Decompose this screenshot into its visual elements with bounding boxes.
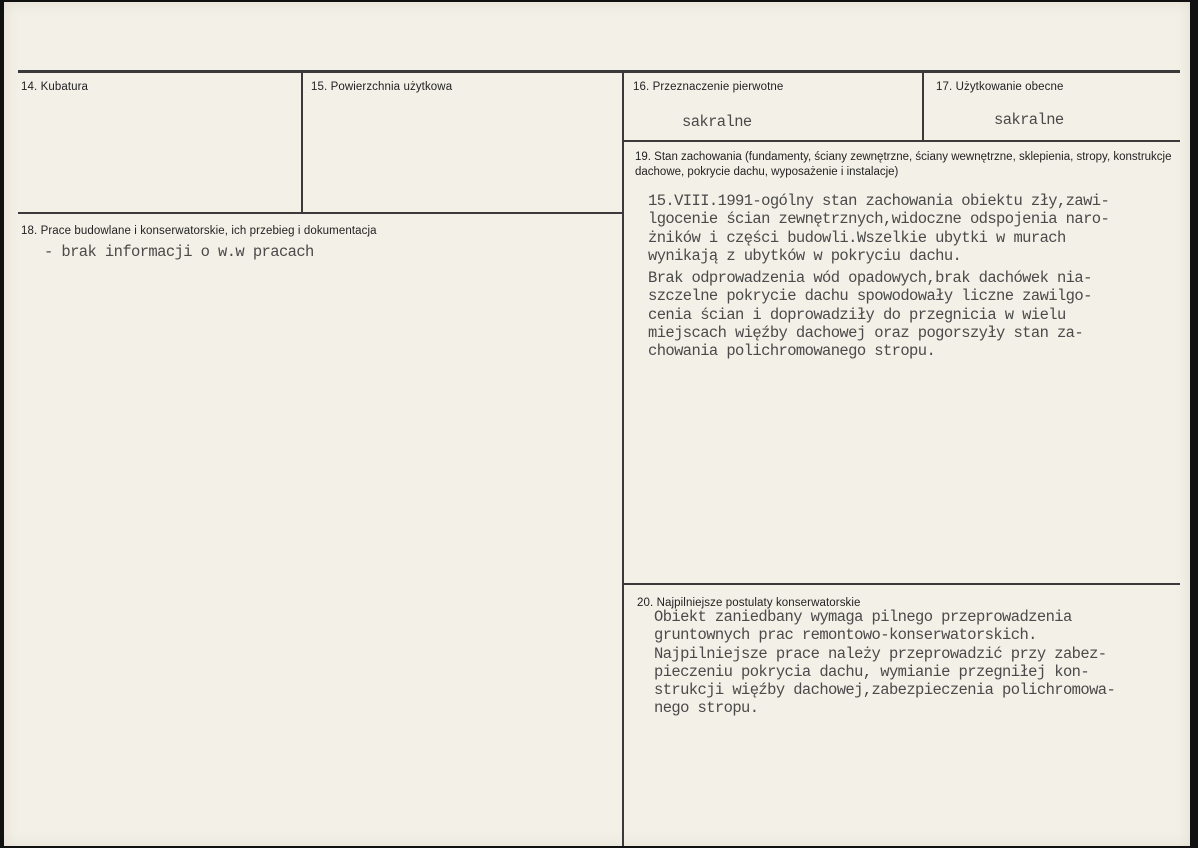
stan-line: chowania polichromowanego stropu.	[648, 342, 936, 361]
postulaty-label: 20. Najpilniejsze postulaty konserwatorskie	[637, 597, 861, 609]
main-divider	[622, 72, 624, 846]
uzytkowanie-value: sakralne	[994, 111, 1064, 129]
postulaty-line: gruntownych prac remontowo-konserwatorskich.	[654, 626, 1037, 645]
divider-16-17	[922, 72, 924, 141]
przeznaczenie-label: 16. Przeznaczenie pierwotne	[633, 81, 784, 93]
powierzchnia-label: 15. Powierzchnia użytkowa	[311, 81, 453, 93]
stan-line: miejscach więźby dachowej oraz pogorszyły stan za-	[648, 324, 1084, 343]
postulaty-text	[654, 608, 1115, 718]
top-rule	[18, 70, 1180, 73]
stan-line: żników i części budowli.Wszelkie ubytki w murach	[648, 228, 1066, 247]
postulaty-line: pieczeniu pokrycia dachu, wymianie przegniłej kon-	[654, 662, 1090, 681]
divider-14-15	[301, 72, 303, 213]
prace-label: 18. Prace budowlane i konserwatorskie, ich przebieg i dokumentacja	[21, 225, 377, 237]
przeznaczenie-value: sakralne	[682, 113, 752, 131]
stan-line: szczelne pokrycie dachu spowodowały liczne zawilgo-	[648, 287, 1092, 306]
stan-line: wynikają z ubytków w pokryciu dachu.	[648, 246, 962, 265]
uzytkowanie-label: 17. Użytkowanie obecne	[936, 81, 1064, 93]
prace-value: - brak informacji o w.w pracach	[44, 243, 314, 261]
record-card	[4, 2, 1190, 846]
stan-line: cenia ścian i doprowadziły do przegnicia w wielu	[648, 305, 1066, 324]
rule-above-20	[624, 583, 1180, 585]
postulaty-line: nego stropu.	[654, 699, 759, 718]
stan-line: lgocenie ścian zewnętrznych,widoczne odspojenia naro-	[648, 210, 1110, 229]
stan-label: 19. Stan zachowania (fundamenty, ściany zewnętrzne, ściany wewnętrzne, sklepienia, stropy, konstrukcje dachowe, pokrycie dachu, wyposażenie i instalacje)	[635, 151, 1172, 178]
rule-below-14-15	[18, 212, 624, 214]
postulaty-line: Najpilniejsze prace należy przeprowadzić przy zabez-	[654, 644, 1107, 663]
stan-line: 15.VIII.1991-ogólny stan zachowania obiektu zły,zawi-	[648, 192, 1110, 210]
kubatura-label: 14. Kubatura	[21, 81, 89, 93]
stan-line: Brak odprowadzenia wód opadowych,brak dachówek nia-	[648, 269, 1092, 288]
rule-below-16-17	[624, 140, 1180, 142]
stan-text	[648, 192, 1109, 361]
postulaty-line: Obiekt zaniedbany wymaga pilnego przeprowadzenia	[654, 608, 1072, 626]
postulaty-line: strukcji więźby dachowej,zabezpieczenia polichromowa-	[654, 681, 1116, 700]
